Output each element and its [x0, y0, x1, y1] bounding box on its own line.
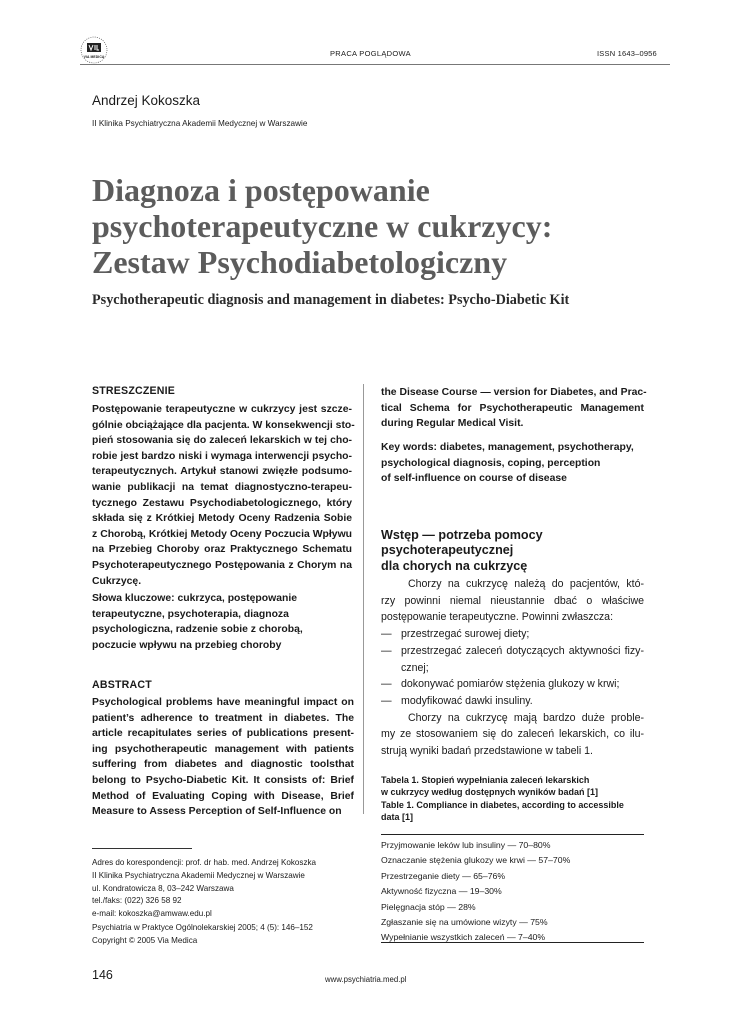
journal-url: www.psychiatria.med.pl [325, 975, 407, 984]
text-line: II Klinika Psychiatryczna Akademii Medycznej w Warszawie [92, 870, 305, 880]
text-line: the Disease Course — version for Diabetes, and Prac- [381, 387, 647, 398]
text-line: Method of Evaluating Coping with Disease, Brief [92, 790, 354, 802]
list-dash: — [381, 628, 392, 641]
article-title [92, 172, 652, 280]
list-dash: — [381, 694, 392, 707]
heading-line: dla chorych na cukrzycę [381, 558, 528, 573]
via-medica-logo [80, 36, 108, 64]
table-row: Oznaczanie stężenia glukozy we krwi — 57–70% [381, 855, 571, 866]
table-row: Przestrzeganie diety — 65–76% [381, 870, 506, 881]
caption-line: data [1] [381, 811, 414, 822]
text-line: ul. Kondratowicza 8, 03–242 Warszawa [92, 883, 234, 893]
list-item [381, 693, 644, 710]
text-line: Postępowanie terapeutyczne w cukrzycy jest szcze- [92, 404, 352, 415]
text-line: Słowa kluczowe: cukrzyca, postępowanie [92, 593, 297, 604]
text-line: Measure to Assess Perception of Self-Influence on [92, 806, 342, 818]
table-row: Przyjmowanie leków lub insuliny — 70–80% [381, 840, 551, 850]
list-item [381, 676, 644, 693]
table-row: Zgłaszanie się na umówione wizyty — 75% [381, 917, 548, 928]
text-line: during Regular Medical Visit. [381, 418, 524, 430]
table1-bottom-rule [381, 942, 644, 943]
header-rule [80, 64, 670, 65]
text-line: pień stosowania się do zaleceń lekarskich w tej cho- [92, 435, 352, 447]
streszczenie-text [92, 402, 355, 589]
list-item-line: przestrzegać zaleceń dotyczących aktywności fizy- [401, 644, 644, 657]
text-line: rzy powinni niemal nieustannie dbać o właściwe [381, 594, 644, 607]
text-line: Cukrzycę. [92, 575, 142, 587]
table1-top-rule [381, 834, 644, 835]
slowa-kluczowe [92, 591, 354, 653]
page-number: 146 [92, 968, 113, 982]
text-line: robie jest bardzo niski i wymaga interwencji psycho- [92, 450, 352, 462]
title-line: Diagnoza i postępowanie [92, 172, 430, 208]
text-line: tel./faks: (022) 326 58 92 [92, 896, 182, 906]
text-line: Psychiatria w Praktyce Ogólnolekarskiej 2005; 4 (5): 146–152 [92, 923, 313, 932]
text-line: belong to Psycho-Diabetic Kit. It consists of: Brief [92, 774, 354, 786]
text-line: składa się z Krótkiej Metody Oceny Radzenia Sobie [92, 513, 352, 525]
author: Andrzej Kokoszka [92, 93, 201, 108]
text-line: psychologiczna, radzenie sobie z chorobą, [92, 624, 303, 636]
abstract-text-continued [381, 385, 647, 432]
heading-line: psychoterapeutycznej [381, 543, 514, 558]
text-line: z Chorobą, Krótkiej Metody Oceny Poczucia Wpływu [92, 528, 352, 540]
text-line: Psychoterapeutycznego Postępowania z Chorym na [92, 559, 352, 571]
text-line: terapeutyczne, psychoterapia, diagnoza [92, 608, 289, 620]
text-line: wanie publikacji na temat diagnostyczno-terapeu- [92, 481, 352, 493]
text-line: strują wyniki badań przedstawione w tabeli 1. [381, 745, 593, 758]
article-type: PRACA POGLĄDOWA [330, 49, 411, 58]
text-line: Chorzy na cukrzycę mają bardzo duże proble- [408, 711, 644, 724]
list-dash: — [381, 678, 392, 691]
text-line: my ze stosowaniem się do zaleceń lekarskich, co ilu- [381, 728, 644, 741]
table1-caption [381, 775, 651, 823]
list-item-line: cznej; [401, 661, 429, 674]
caption-line: Table 1. Compliance in diabetes, according to accessible [381, 800, 624, 811]
issn: ISSN 1643–0956 [597, 49, 657, 58]
intro-heading [381, 528, 543, 574]
text-line: Key words: diabetes, management, psychotherapy, [381, 442, 634, 453]
text-line: na Przebieg Choroby oraz Praktycznego Schematu [92, 544, 352, 556]
title-line: Zestaw Psychodiabetologiczny [92, 244, 508, 280]
text-line: tical Schema for Psychotherapeutic Management [381, 402, 644, 414]
text-line: patient’s adherence to treatment in diabetes. The [92, 712, 354, 724]
list-item [381, 643, 644, 676]
text-line: gólnie obciążające dla pacjenta. W konsekwencji sto- [92, 419, 355, 431]
footnote-rule [92, 848, 192, 849]
text-line: ing psychotherapeutic management with patients [92, 743, 354, 755]
text-line: poczucie wpływu na przebieg choroby [92, 639, 282, 651]
text-line: Psychological problems have meaningful impact on [92, 697, 354, 708]
table-row: Aktywność fizyczna — 19–30% [381, 886, 502, 897]
streszczenie-heading: STRESZCZENIE [92, 385, 176, 397]
abstract-heading: ABSTRACT [92, 679, 152, 691]
list-item-line: dokonywać pomiarów stężenia glukozy w krwi; [401, 678, 620, 691]
list-item-line: przestrzegać surowej diety; [401, 628, 530, 641]
text-line: terapeutycznych. Artykuł stanowi zwięzłe podsumo- [92, 466, 352, 478]
journal-citation [92, 922, 313, 948]
table-row: Pielęgnacja stóp — 28% [381, 901, 476, 912]
column-divider [363, 384, 364, 814]
logo-emblem-icon [80, 36, 108, 64]
text-line: Adres do korespondencji: prof. dr hab. med. Andrzej Kokoszka [92, 858, 317, 867]
text-line: of self-influence on course of disease [381, 473, 567, 485]
text-line: suffering from diabetes and diagnostic toolsthat [92, 759, 354, 771]
caption-line: Tabela 1. Stopień wypełniania zaleceń lekarskich [381, 775, 590, 785]
abstract-text [92, 695, 354, 820]
table-row: Wypełnianie wszystkich zaleceń — 7–40% [381, 932, 546, 943]
affiliation: II Klinika Psychiatryczna Akademii Medycznej w Warszawie [92, 119, 308, 128]
intro-text [381, 576, 644, 760]
table1-body [381, 838, 570, 946]
correspondence-address [92, 857, 316, 921]
article-subtitle: Psychotherapeutic diagnosis and management in diabetes: Psycho-Diabetic Kit [92, 292, 570, 308]
list-dash: — [381, 644, 392, 657]
text-line: postępowanie terapeutyczne. Powinni zwłaszcza: [381, 611, 614, 624]
logo-text: VIA MEDICA [83, 55, 105, 59]
list-item [381, 626, 644, 643]
heading-line: Wstęp — potrzeba pomocy [381, 528, 543, 542]
text-line: psychological diagnosis, coping, perception [381, 457, 601, 469]
text-line: e-mail: kokoszka@amwaw.edu.pl [92, 909, 212, 919]
text-line: tycznego Zestawu Psychodiabetologicznego, który [92, 497, 352, 509]
text-line: Copyright © 2005 Via Medica [92, 935, 198, 945]
key-words [381, 440, 651, 487]
text-line: article recapitulates series of publications present- [92, 728, 354, 740]
caption-line: w cukrzycy według dostępnych wyników badań [1] [381, 786, 599, 797]
text-line: Chorzy na cukrzycę należą do pacjentów, któ- [408, 578, 644, 590]
title-line: psychoterapeutyczne w cukrzycy: [92, 208, 553, 244]
list-item-line: modyfikować dawki insuliny. [401, 694, 533, 707]
